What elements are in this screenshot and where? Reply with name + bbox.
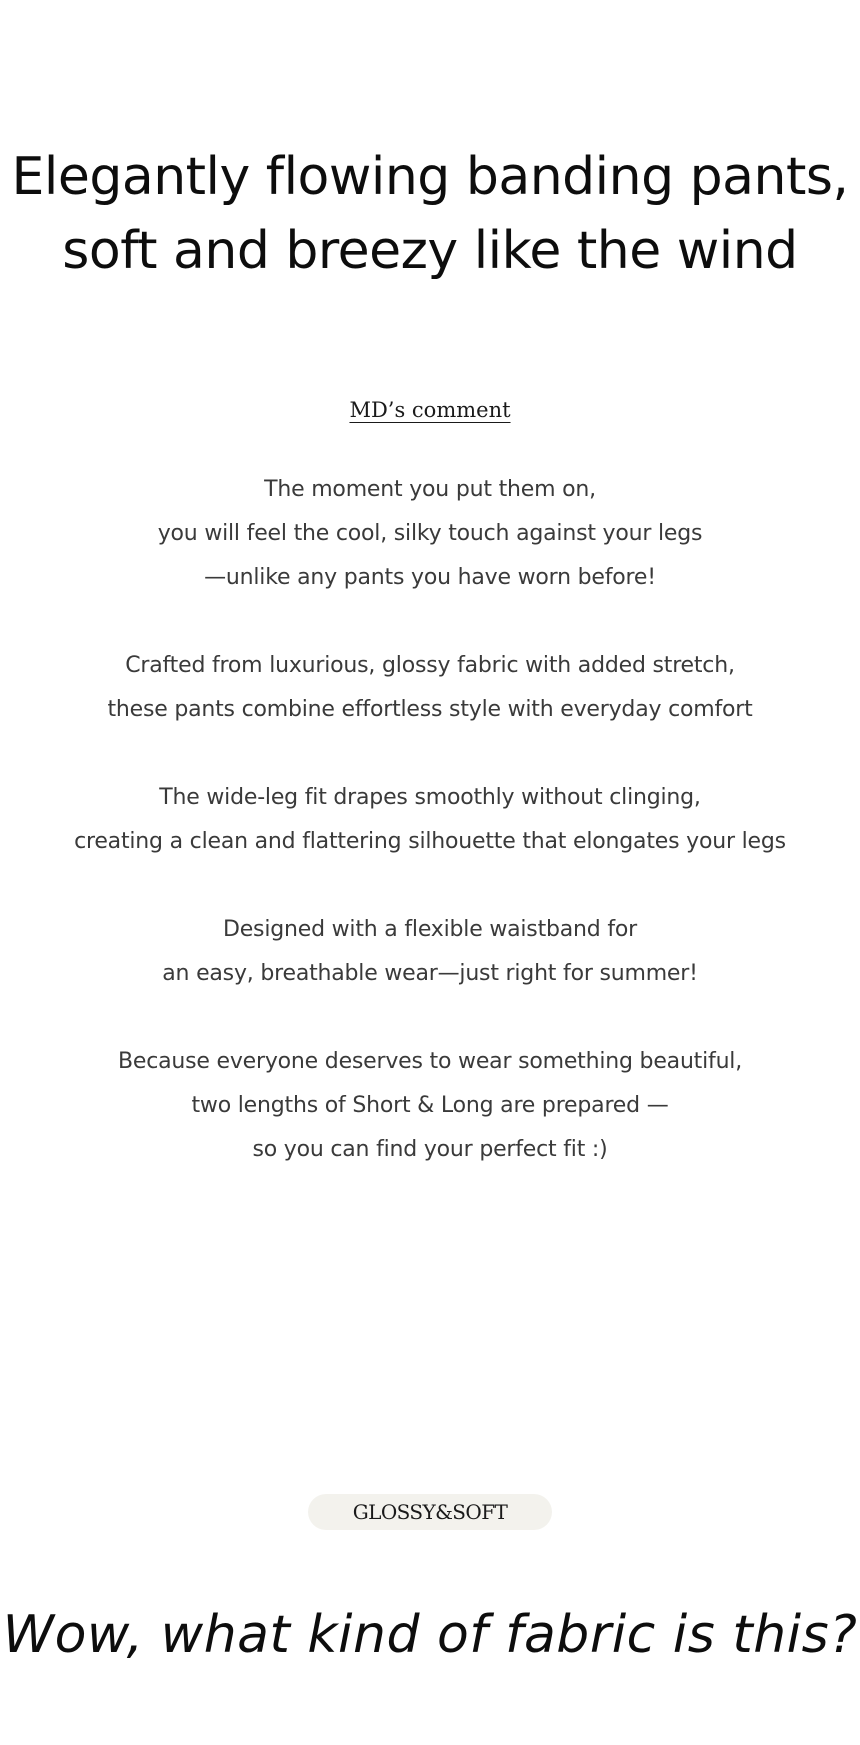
fabric-question-heading: Wow, what kind of fabric is this? — [2, 1605, 858, 1665]
fabric-badge — [308, 1494, 552, 1530]
comment-paragraph — [0, 1040, 860, 1172]
comment-line: Designed with a flexible waistband for — [222, 917, 637, 942]
comment-line: Because everyone deserves to wear something beautiful, — [117, 1049, 743, 1074]
headline — [0, 140, 860, 288]
comment-line: two lengths of Short & Long are prepared — — [191, 1093, 669, 1118]
comment-line: so you can find your perfect fit :) — [252, 1137, 608, 1162]
md-comment-title — [0, 396, 860, 424]
comment-paragraph — [0, 644, 860, 732]
comment-line: The moment you put them on, — [264, 477, 596, 502]
headline-line: soft and breezy like the wind — [62, 221, 798, 281]
md-comment-body — [0, 468, 860, 1216]
comment-paragraph — [0, 908, 860, 996]
comment-line: an easy, breathable wear—just right for summer! — [162, 961, 698, 986]
comment-paragraph — [0, 776, 860, 864]
comment-line: these pants combine effortless style with everyday comfort — [107, 697, 753, 722]
comment-line: —unlike any pants you have worn before! — [204, 565, 656, 590]
fabric-badge-label: GLOSSY&SOFT — [352, 1500, 508, 1524]
headline-line: Elegantly flowing banding pants, — [11, 147, 849, 207]
comment-line: you will feel the cool, silky touch against your legs — [157, 521, 703, 546]
comment-paragraph — [0, 468, 860, 600]
comment-line: Crafted from luxurious, glossy fabric with added stretch, — [125, 653, 735, 678]
comment-line: The wide-leg fit drapes smoothly without clinging, — [159, 785, 701, 810]
md-comment-title-text: MD’s comment — [349, 398, 511, 422]
comment-line: creating a clean and flattering silhouette that elongates your legs — [74, 829, 786, 854]
